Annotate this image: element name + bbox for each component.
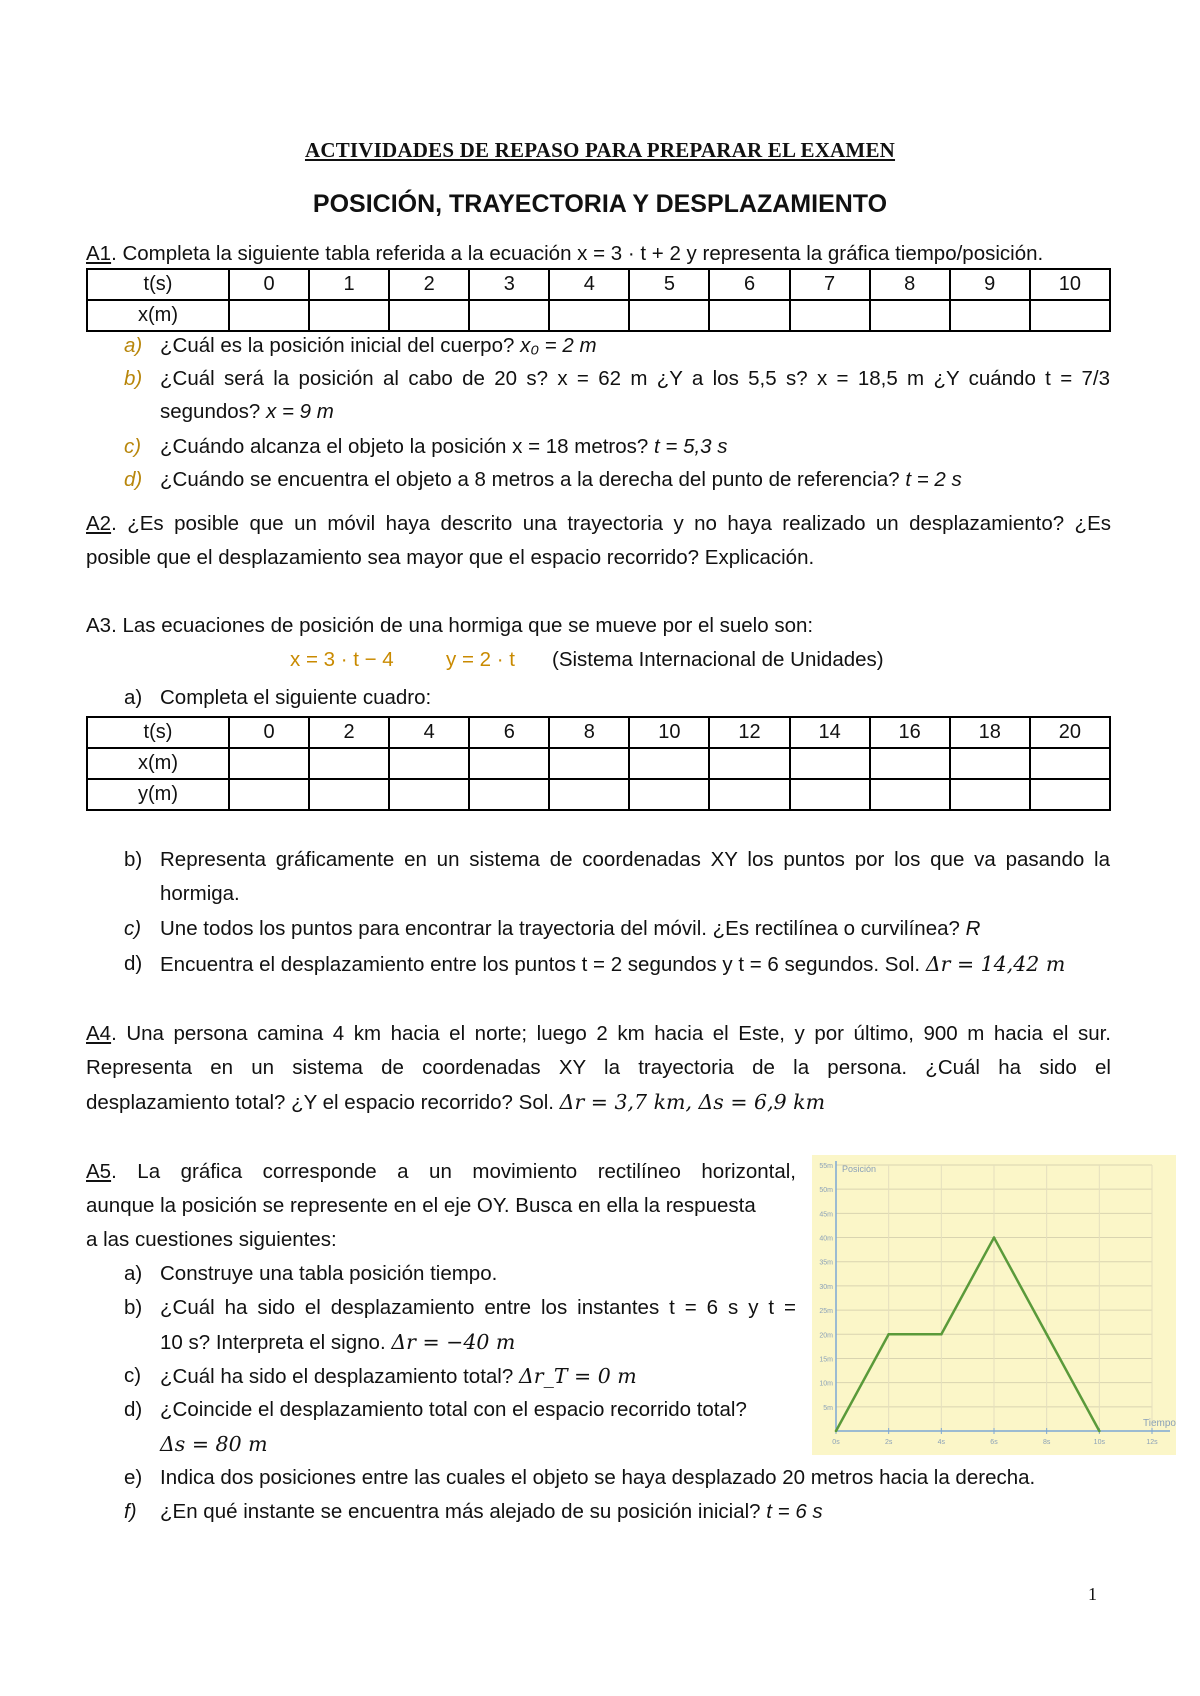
a5-line1 [86, 1160, 796, 1184]
a5-qb-label: b) [124, 1296, 143, 1319]
chart-data-point [1045, 1333, 1047, 1335]
a5-text1: . La gráfica corresponde a un movimiento rectilíneo horizontal, [111, 1160, 796, 1183]
a5-qa-text: Construye una tabla posición tiempo. [160, 1262, 498, 1285]
a3-time-cell: 2 [309, 717, 389, 748]
chart-x-tick-label: 10s [1093, 1439, 1105, 1446]
chart-x-tick-label: 4s [937, 1439, 946, 1446]
a1-qb-line2: segundos? [160, 400, 267, 423]
a1-position-empty-cell[interactable] [709, 300, 789, 331]
a1-time-cell: 9 [950, 269, 1030, 300]
a3-x-label: x(m) [87, 748, 229, 779]
a3-x-empty-cell[interactable] [229, 748, 309, 779]
a3-equation-x: x = 3 · t − 4 [290, 648, 394, 671]
a1-position-empty-cell[interactable] [790, 300, 870, 331]
a5-qe-label: e) [124, 1466, 143, 1489]
a5-qc-label: c) [124, 1364, 142, 1387]
a3-qb-line1: Representa gráficamente en un sistema de coordenadas XY los puntos por los que va pasando la [160, 848, 1110, 871]
a4-line3 [86, 1090, 825, 1115]
a5-qd-label: d) [124, 1398, 143, 1421]
a5-qf-text: ¿En qué instante se encuentra más alejado de su posición inicial? [160, 1500, 767, 1523]
a3-time-cell: t(s) [87, 717, 229, 748]
a3-y-empty-cell[interactable] [1030, 779, 1110, 810]
a1-qb-line1: ¿Cuál será la posición al cabo de 20 s? x = 62 m ¿Y a los 5,5 s? x = 18,5 m ¿Y cuándo t = 7/3 [160, 367, 1110, 390]
a4-text3: desplazamiento total? ¿Y el espacio recorrido? Sol. [86, 1091, 560, 1114]
chart-x-axis-label: Tiempo [1143, 1418, 1176, 1429]
a3-table-x-row [87, 748, 1110, 779]
a3-time-cell: 18 [950, 717, 1030, 748]
a3-time-cell: 0 [229, 717, 309, 748]
a3-time-cell: 6 [469, 717, 549, 748]
chart-y-tick-label: 15m [819, 1356, 833, 1364]
a1-position-empty-cell[interactable] [629, 300, 709, 331]
chart-data-point [1098, 1430, 1100, 1432]
a3-x-empty-cell[interactable] [549, 748, 629, 779]
chart-y-tick-label: 40m [819, 1235, 833, 1243]
a1-time-cell: 10 [1030, 269, 1110, 300]
a1-qa-text: ¿Cuál es la posición inicial del cuerpo? [160, 334, 521, 357]
position-time-chart [812, 1155, 1176, 1455]
a1-qa-answer: x₀ = 2 m [520, 334, 597, 357]
a3-qd-text: Encuentra el desplazamiento entre los puntos t = 2 segundos y t = 6 segundos. Sol. [160, 953, 926, 976]
a3-y-empty-cell[interactable] [709, 779, 789, 810]
page-subtitle: POSICIÓN, TRAYECTORIA Y DESPLAZAMIENTO [312, 190, 888, 218]
page-number: 1 [1088, 1584, 1097, 1604]
a3-y-empty-cell[interactable] [790, 779, 870, 810]
a3-time-cell: 4 [389, 717, 469, 748]
a1-time-cell: 8 [870, 269, 950, 300]
a5-qb-answer: Δr = −40 m [391, 1330, 516, 1354]
a5-qc-text: ¿Cuál ha sido el desplazamiento total? [160, 1365, 519, 1388]
a3-time-cell: 14 [790, 717, 870, 748]
page-title: ACTIVIDADES DE REPASO PARA PREPARAR EL EXAMEN [304, 138, 896, 162]
a3-x-empty-cell[interactable] [309, 748, 389, 779]
a2-text1: . ¿Es posible que un móvil haya descrito una trayectoria y no haya realizado un desplazamiento? ¿Es [111, 512, 1111, 535]
a3-qd-answer: Δr = 14,42 m [925, 952, 1066, 976]
chart-y-tick-label: 50m [819, 1187, 833, 1195]
a3-table-time-row [87, 717, 1110, 748]
a4-label: A4 [86, 1022, 112, 1045]
chart-y-tick-label: 10m [819, 1380, 833, 1388]
a3-time-cell: 12 [709, 717, 789, 748]
a3-qa-text: Completa el siguiente cuadro: [160, 686, 432, 709]
a3-x-empty-cell[interactable] [389, 748, 469, 779]
a3-x-empty-cell[interactable] [709, 748, 789, 779]
a5-qb-line2: 10 s? Interpreta el signo. [160, 1331, 392, 1354]
chart-y-tick-label: 45m [819, 1211, 833, 1219]
a3-x-empty-cell[interactable] [950, 748, 1030, 779]
a1-qc-label: c) [124, 435, 142, 458]
chart-x-tick-label: 2s [884, 1439, 893, 1446]
a2-label: A2 [86, 512, 112, 535]
chart-x-tick-label: 0s [832, 1439, 840, 1446]
a3-x-empty-cell[interactable] [1030, 748, 1110, 779]
a3-x-empty-cell[interactable] [469, 748, 549, 779]
a1-time-cell: 3 [469, 269, 549, 300]
a1-time-cell: 6 [709, 269, 789, 300]
a1-time-cell: 0 [229, 269, 309, 300]
a5-line2: aunque la posición se represente en el eje OY. Busca en ella la respuesta [86, 1194, 756, 1217]
a1-time-cell: 1 [309, 269, 389, 300]
a3-table-y-row [87, 779, 1110, 810]
a1-position-label: x(m) [87, 300, 229, 331]
a3-y-empty-cell[interactable] [629, 779, 709, 810]
a1-qb-answer: x = 9 m [266, 400, 334, 423]
chart-y-tick-label: 35m [819, 1259, 833, 1267]
a1-time-cell: 2 [389, 269, 469, 300]
a1-time-cell: 7 [790, 269, 870, 300]
a3-x-empty-cell[interactable] [629, 748, 709, 779]
a3-time-cell: 10 [629, 717, 709, 748]
a1-table [86, 268, 1111, 332]
a3-y-empty-cell[interactable] [229, 779, 309, 810]
a1-qa-label: a) [124, 334, 143, 357]
chart-data-point [887, 1333, 889, 1335]
a3-units: (Sistema Internacional de Unidades) [552, 648, 884, 671]
a1-qd-text: ¿Cuándo se encuentra el objeto a 8 metros a la derecha del punto de referencia? [160, 468, 906, 491]
a4-answer: Δr = 3,7 km, Δs = 6,9 km [559, 1090, 826, 1114]
a4-line2: Representa en un sistema de coordenadas XY la trayectoria de la persona. ¿Cuál ha sido el [86, 1056, 1111, 1079]
a1-qc-answer: t = 5,3 s [654, 435, 728, 458]
chart-y-tick-label: 25m [819, 1308, 833, 1316]
a1-position-empty-cell[interactable] [389, 300, 469, 331]
a5-qf-label: f) [124, 1500, 137, 1523]
chart-data-point [940, 1333, 942, 1335]
a1-statement [86, 242, 1043, 266]
a3-x-empty-cell[interactable] [870, 748, 950, 779]
a2-line2: posible que el desplazamiento sea mayor que el espacio recorrido? Explicación. [86, 546, 815, 569]
a5-qa-label: a) [124, 1262, 143, 1285]
chart-y-tick-label: 30m [819, 1283, 833, 1291]
a3-qc-text: Une todos los puntos para encontrar la trayectoria del móvil. ¿Es rectilínea o curvilínea? [160, 917, 966, 940]
a3-x-empty-cell[interactable] [790, 748, 870, 779]
a3-qa-label: a) [124, 686, 143, 709]
chart-y-tick-label: 55m [819, 1163, 833, 1170]
a1-position-empty-cell[interactable] [950, 300, 1030, 331]
a1-table-time-row [87, 269, 1110, 300]
a3-y-label: y(m) [87, 779, 229, 810]
a5-label: A5 [86, 1160, 112, 1183]
a3-qd-label: d) [124, 952, 143, 975]
a1-qd-answer: t = 2 s [905, 468, 962, 491]
a3-qb-label: b) [124, 848, 143, 871]
a3-y-empty-cell[interactable] [309, 779, 389, 810]
a1-qb-label: b) [124, 367, 143, 390]
a5-qd-line1: ¿Coincide el desplazamiento total con el espacio recorrido total? [160, 1398, 747, 1421]
a3-time-cell: 8 [549, 717, 629, 748]
a3-y-empty-cell[interactable] [389, 779, 469, 810]
a1-time-cell: 5 [629, 269, 709, 300]
a3-table [86, 716, 1111, 811]
a3-y-empty-cell[interactable] [950, 779, 1030, 810]
a3-y-empty-cell[interactable] [549, 779, 629, 810]
chart-y-tick-label: 20m [819, 1332, 833, 1340]
a3-qc-label: c) [124, 917, 142, 940]
a4-text1: . Una persona camina 4 km hacia el norte; luego 2 km hacia el Este, y por último, 900 m hacia el sur. [111, 1022, 1111, 1045]
a1-qd-label: d) [124, 468, 143, 491]
a3-y-empty-cell[interactable] [870, 779, 950, 810]
a4-line1 [86, 1022, 1111, 1046]
a5-line3: a las cuestiones siguientes: [86, 1228, 337, 1251]
a3-time-cell: 16 [870, 717, 950, 748]
a1-qc-text: ¿Cuándo alcanza el objeto la posición x = 18 metros? [160, 435, 655, 458]
a1-position-empty-cell[interactable] [549, 300, 629, 331]
chart-data-point [835, 1430, 837, 1432]
a3-time-cell: 20 [1030, 717, 1110, 748]
a5-qb-line1: ¿Cuál ha sido el desplazamiento entre los instantes t = 6 s y t = [160, 1296, 796, 1319]
a1-label: A1 [86, 242, 112, 265]
a1-position-empty-cell[interactable] [469, 300, 549, 331]
a1-text: . Completa la siguiente tabla referida a la ecuación x = 3 · t + 2 y representa la gráfica tiempo/posición. [111, 242, 1044, 265]
a5-qd-answer: Δs = 80 m [160, 1432, 268, 1456]
a1-time-cell: t(s) [87, 269, 229, 300]
a5-qf-answer: t = 6 s [766, 1500, 823, 1523]
a3-qc-answer: R [965, 917, 981, 940]
chart-title: Posición [842, 1164, 877, 1174]
a1-position-empty-cell[interactable] [1030, 300, 1110, 331]
a3-intro: A3. Las ecuaciones de posición de una hormiga que se mueve por el suelo son: [86, 614, 814, 637]
a3-equation-y: y = 2 · t [446, 648, 515, 671]
a3-qb-line2: hormiga. [160, 882, 240, 905]
a5-qc-answer: Δr_T = 0 m [518, 1364, 637, 1388]
a1-position-empty-cell[interactable] [229, 300, 309, 331]
chart-x-tick-label: 8s [1042, 1439, 1051, 1446]
a1-position-empty-cell[interactable] [870, 300, 950, 331]
a1-table-position-row [87, 300, 1110, 331]
a1-position-empty-cell[interactable] [309, 300, 389, 331]
chart-data-point [993, 1236, 995, 1238]
chart-x-tick-label: 6s [990, 1439, 998, 1446]
a5-qe-text: Indica dos posiciones entre las cuales el objeto se haya desplazado 20 metros hacia la derecha. [160, 1466, 1036, 1489]
a3-y-empty-cell[interactable] [469, 779, 549, 810]
a1-time-cell: 4 [549, 269, 629, 300]
chart-x-tick-label: 12s [1146, 1439, 1158, 1446]
chart-y-tick-label: 5m [823, 1404, 833, 1412]
a2-line1 [86, 512, 1111, 536]
